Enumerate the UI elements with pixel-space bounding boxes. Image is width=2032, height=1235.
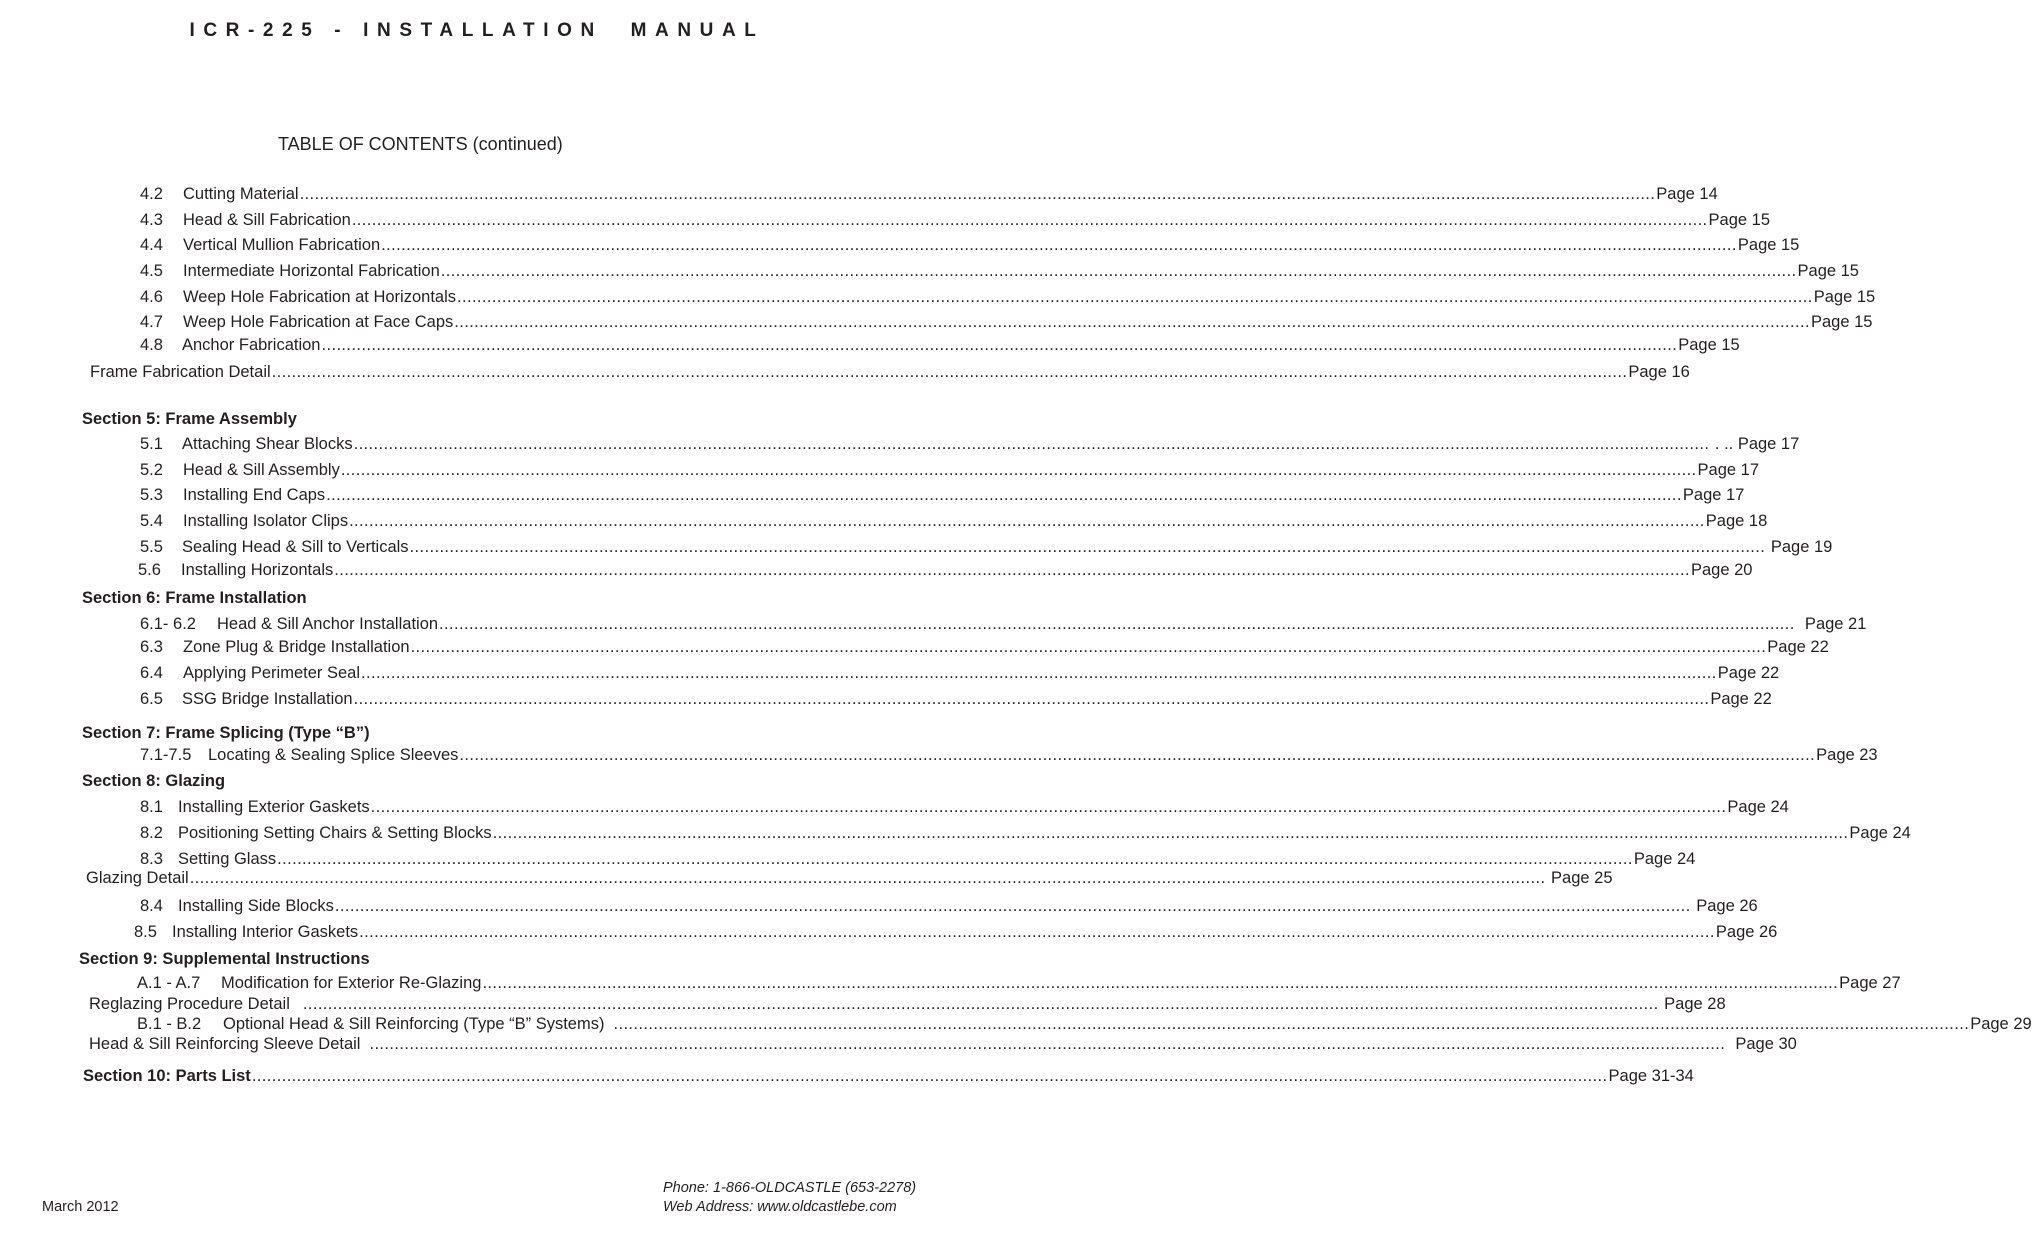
toc-entry-7-1-7-5[interactable]	[140, 745, 1878, 765]
entry-page: Page 17	[1697, 461, 1760, 479]
toc-entry-5-3[interactable]	[140, 485, 1745, 505]
dot-leader: ................................................................................................................................................................................................................................................................................	[454, 313, 1810, 331]
entry-page: . .. Page 17	[1710, 435, 1800, 453]
entry-page: Page 15	[1678, 336, 1740, 354]
toc-entry-5-1[interactable]	[140, 434, 1800, 454]
entry-page: Page 15	[1797, 262, 1859, 280]
entry-page: Page 24	[1633, 850, 1696, 868]
section-heading-7: Section 7: Frame Splicing (Type “B”)	[82, 724, 370, 742]
dot-leader: ................................................................................................................................................................................................................................................................................	[334, 897, 1691, 915]
toc-entry-6-3[interactable]	[140, 637, 1829, 657]
entry-page: Page 23	[1816, 746, 1878, 764]
section-heading-6: Section 6: Frame Installation	[82, 589, 307, 607]
toc-entry-glazing-detail[interactable]	[86, 868, 1613, 888]
entry-title: Weep Hole Fabrication at Horizontals	[183, 288, 456, 306]
entry-title: Sealing Head & Sill to Verticals	[182, 538, 409, 556]
dot-leader: ................................................................................................................................................................................................................................................................................	[359, 923, 1715, 941]
entry-page: Page 29	[1970, 1015, 2032, 1033]
toc-entry-6-5[interactable]	[140, 689, 1772, 709]
entry-page: Page 15	[1813, 288, 1876, 306]
entry-page: Page 22	[1767, 638, 1829, 656]
entry-page: Page 14	[1656, 185, 1718, 203]
entry-number: 8.4	[140, 897, 163, 915]
entry-page: Page 19	[1766, 538, 1833, 556]
entry-title: Head & Sill Fabrication	[183, 211, 351, 229]
dot-leader: ................................................................................................................................................................................................................................................................................	[271, 363, 1628, 381]
toc-entry-5-6[interactable]	[138, 560, 1753, 580]
entry-page: Page 27	[1839, 974, 1901, 992]
footer-contact	[663, 1179, 916, 1217]
toc-entry-4-5[interactable]	[140, 261, 1859, 281]
entry-title: Reglazing Procedure Detail	[89, 995, 290, 1013]
footer-web-address: Web Address: www.oldcastlebe.com	[663, 1199, 897, 1215]
entry-number: 4.4	[140, 236, 163, 254]
entry-title: Head & Sill Anchor Installation	[217, 615, 439, 633]
entry-title: Installing Isolator Clips	[183, 512, 349, 530]
dot-leader: ................................................................................................................................................................................................................................................................................	[381, 236, 1737, 254]
entry-number: 6.5	[140, 690, 163, 708]
footer-date: March 2012	[42, 1199, 119, 1215]
entry-title: Anchor Fabrication	[182, 336, 321, 354]
entry-page: Page 20	[1690, 561, 1753, 579]
dot-leader: ................................................................................................................................................................................................................................................................................	[353, 690, 1710, 708]
entry-page: Page 15	[1810, 313, 1873, 331]
dot-leader: ................................................................................................................................................................................................................................................................................	[353, 435, 1710, 453]
dot-leader: ................................................................................................................................................................................................................................................................................	[410, 638, 1767, 656]
toc-entry-a1-a7[interactable]	[137, 973, 1901, 993]
entry-title: Frame Fabrication Detail	[90, 363, 271, 381]
entry-number: 6.4	[140, 664, 163, 682]
entry-page: Page 21	[1795, 615, 1867, 633]
dot-leader: ................................................................................................................................................................................................................................................................................	[457, 288, 1813, 306]
toc-entry-5-5[interactable]	[140, 537, 1833, 557]
entry-title: Installing Exterior Gaskets	[178, 798, 370, 816]
entry-title: Installing Horizontals	[181, 561, 334, 579]
document-header: ICR-225 - INSTALLATION MANUAL	[189, 20, 765, 41]
entry-page: Page 15	[1737, 236, 1800, 254]
entry-page: Page 28	[1659, 995, 1726, 1013]
entry-number: 8.2	[140, 824, 163, 842]
entry-number: 5.6	[138, 561, 161, 579]
entry-page: Page 18	[1705, 512, 1768, 530]
entry-page: Page 15	[1708, 211, 1771, 229]
entry-number: 5.4	[140, 512, 163, 530]
entry-title: Cutting Material	[183, 185, 299, 203]
entry-number: 7.1-7.5	[140, 746, 192, 764]
section-heading-10: Section 10: Parts List	[83, 1067, 251, 1085]
entry-page: Page 25	[1546, 869, 1613, 887]
entry-number: 5.5	[140, 538, 163, 556]
entry-title: Head & Sill Assembly	[183, 461, 340, 479]
entry-title: Positioning Setting Chairs & Setting Blocks	[178, 824, 492, 842]
dot-leader: ................................................................................................................................................................................................................................................................................	[459, 746, 1816, 764]
entry-number: 4.6	[140, 288, 163, 306]
section-heading-5: Section 5: Frame Assembly	[82, 410, 297, 428]
entry-page: Page 17	[1682, 486, 1745, 504]
entry-page: Page 16	[1628, 363, 1690, 381]
dot-leader: ................................................................................................................................................................................................................................................................................	[440, 262, 1797, 280]
entry-page: Page 31-34	[1608, 1067, 1694, 1085]
entry-page: Page 22	[1710, 690, 1772, 708]
dot-leader: ................................................................................................................................................................................................................................................................................	[482, 974, 1839, 992]
dot-leader: ................................................................................................................................................................................................................................................................................	[277, 850, 1633, 868]
entry-number: 5.3	[140, 486, 163, 504]
section-heading-9: Section 9: Supplemental Instructions	[79, 950, 370, 968]
entry-number: 5.2	[140, 461, 163, 479]
entry-number: 6.3	[140, 638, 163, 656]
toc-entry-6-4[interactable]	[140, 663, 1780, 683]
dot-leader: ................................................................................................................................................................................................................................................................................	[302, 995, 1659, 1013]
toc-entry-reglazing-procedure-detail[interactable]	[89, 994, 1726, 1014]
entry-title: Head & Sill Reinforcing Sleeve Detail	[89, 1035, 361, 1053]
dot-leader: ................................................................................................................................................................................................................................................................................	[299, 185, 1656, 203]
entry-title: Installing Interior Gaskets	[172, 923, 359, 941]
toc-entry-8-2[interactable]	[140, 823, 1911, 843]
entry-number: 8.3	[140, 850, 163, 868]
entry-title: Attaching Shear Blocks	[182, 435, 353, 453]
toc-entry-6-1-6-2[interactable]	[140, 614, 1867, 634]
entry-title: Glazing Detail	[86, 869, 189, 887]
entry-page: Page 24	[1727, 798, 1789, 816]
dot-leader: ................................................................................................................................................................................................................................................................................	[492, 824, 1849, 842]
toc-entry-section-10[interactable]	[83, 1066, 1694, 1086]
dot-leader: ................................................................................................................................................................................................................................................................................	[613, 1015, 1970, 1033]
entry-number: B.1 - B.2	[137, 1015, 202, 1033]
entry-title: Zone Plug & Bridge Installation	[183, 638, 410, 656]
dot-leader: ................................................................................................................................................................................................................................................................................	[321, 336, 1678, 354]
toc-entry-b1-b2[interactable]	[137, 1014, 2032, 1034]
dot-leader: ................................................................................................................................................................................................................................................................................	[369, 1035, 1726, 1053]
dot-leader: ................................................................................................................................................................................................................................................................................	[370, 798, 1727, 816]
toc-entry-8-4[interactable]	[140, 896, 1758, 916]
entry-number: 4.3	[140, 211, 163, 229]
entry-number: 6.1- 6.2	[140, 615, 196, 633]
entry-number: 4.5	[140, 262, 163, 280]
entry-page: Page 30	[1726, 1035, 1797, 1053]
entry-number: 8.1	[140, 798, 163, 816]
entry-number: 8.5	[134, 923, 157, 941]
toc-title: TABLE OF CONTENTS (continued)	[278, 134, 563, 154]
entry-page: Page 22	[1717, 664, 1780, 682]
entry-title: Setting Glass	[178, 850, 277, 868]
toc-entry-4-4[interactable]	[140, 235, 1800, 255]
toc-entry-4-8[interactable]	[140, 335, 1740, 355]
entry-number: 5.1	[140, 435, 163, 453]
entry-title: Vertical Mullion Fabrication	[183, 236, 381, 254]
entry-page: Page 26	[1691, 897, 1758, 915]
toc-entry-5-4[interactable]	[140, 511, 1768, 531]
entry-number: A.1 - A.7	[137, 974, 201, 992]
toc-entry-8-3[interactable]	[140, 849, 1696, 869]
entry-number: 4.8	[140, 336, 163, 354]
dot-leader: ................................................................................................................................................................................................................................................................................	[251, 1067, 1608, 1085]
toc-entry-head-sill-reinforcing-sleeve-detail[interactable]	[89, 1034, 1797, 1054]
toc-entry-frame-fabrication-detail[interactable]	[90, 362, 1690, 382]
toc-entry-5-2[interactable]	[140, 460, 1760, 480]
entry-title: Applying Perimeter Seal	[183, 664, 361, 682]
toc-entry-4-6[interactable]	[140, 287, 1876, 307]
entry-number: 4.2	[140, 185, 163, 203]
dot-leader: ................................................................................................................................................................................................................................................................................	[334, 561, 1690, 579]
entry-title: Modification for Exterior Re-Glazing	[221, 974, 482, 992]
dot-leader: ................................................................................................................................................................................................................................................................................	[409, 538, 1766, 556]
dot-leader: ................................................................................................................................................................................................................................................................................	[349, 512, 1705, 530]
entry-title: Locating & Sealing Splice Sleeves	[208, 746, 459, 764]
entry-number: 4.7	[140, 313, 163, 331]
toc-entry-8-1[interactable]	[140, 797, 1789, 817]
dot-leader: ................................................................................................................................................................................................................................................................................	[189, 869, 1546, 887]
toc-entry-8-5[interactable]	[134, 922, 1778, 942]
entry-title: Weep Hole Fabrication at Face Caps	[183, 313, 454, 331]
entry-title: Installing Side Blocks	[178, 897, 334, 915]
dot-leader: ................................................................................................................................................................................................................................................................................	[326, 486, 1682, 504]
dot-leader: ................................................................................................................................................................................................................................................................................	[439, 615, 1795, 633]
entry-title: SSG Bridge Installation	[182, 690, 353, 708]
dot-leader: ................................................................................................................................................................................................................................................................................	[340, 461, 1697, 479]
toc-entry-4-2[interactable]	[140, 184, 1718, 204]
entry-title: Intermediate Horizontal Fabrication	[183, 262, 440, 280]
footer-phone: Phone: 1-866-OLDCASTLE (653-2278)	[663, 1180, 917, 1196]
entry-page: Page 26	[1715, 923, 1778, 941]
section-heading-8: Section 8: Glazing	[82, 772, 226, 790]
toc-entry-4-3[interactable]	[140, 210, 1771, 230]
entry-page: Page 24	[1849, 824, 1911, 842]
dot-leader: ................................................................................................................................................................................................................................................................................	[361, 664, 1717, 682]
toc-entry-4-7[interactable]	[140, 312, 1873, 332]
entry-title: Installing End Caps	[183, 486, 326, 504]
entry-title: Optional Head & Sill Reinforcing (Type “B” Systems)	[223, 1015, 605, 1033]
dot-leader: ................................................................................................................................................................................................................................................................................	[351, 211, 1708, 229]
